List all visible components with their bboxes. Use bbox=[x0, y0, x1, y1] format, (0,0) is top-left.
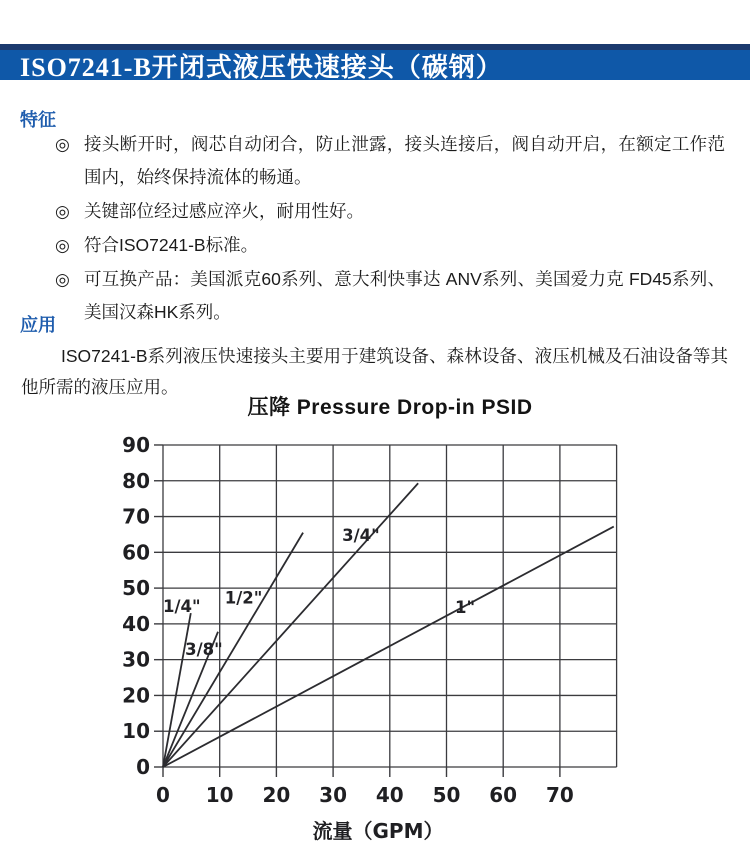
page-title-bar bbox=[0, 44, 750, 80]
y-tick-label: 40 bbox=[122, 611, 150, 636]
feature-item bbox=[55, 128, 725, 194]
feature-item bbox=[55, 229, 725, 262]
x-tick-label: 30 bbox=[319, 783, 348, 807]
x-tick-label: 40 bbox=[375, 783, 404, 807]
series-label: 1" bbox=[455, 598, 476, 618]
x-tick-label: 60 bbox=[489, 783, 518, 807]
bullet-ring-icon: ◎ bbox=[55, 270, 70, 289]
feature-item-text: 符合ISO7241-B标准。 bbox=[84, 235, 259, 255]
y-tick-label: 10 bbox=[122, 719, 150, 744]
x-tick-label: 70 bbox=[545, 783, 574, 807]
pressure-drop-chart bbox=[110, 430, 650, 854]
bullet-ring-icon: ◎ bbox=[55, 135, 70, 154]
x-axis-label: 流量（GPM） bbox=[312, 819, 444, 843]
application-heading: 应用 bbox=[20, 315, 56, 335]
application-text: ISO7241-B系列液压快速接头主要用于建筑设备、森林设备、液压机械及石油设备等其他所需的液压应用。 bbox=[21, 346, 728, 397]
y-tick-label: 20 bbox=[122, 683, 150, 708]
y-tick-label: 60 bbox=[122, 540, 150, 565]
bullet-ring-icon: ◎ bbox=[55, 236, 70, 255]
series-label: 3/8" bbox=[185, 640, 223, 660]
y-tick-label: 90 bbox=[122, 432, 150, 457]
features-heading: 特征 bbox=[20, 110, 56, 130]
x-tick-label: 0 bbox=[156, 783, 170, 807]
x-tick-label: 20 bbox=[262, 783, 291, 807]
feature-item bbox=[55, 263, 725, 329]
series-label: 1/4" bbox=[163, 597, 201, 617]
chart-title: 压降 Pressure Drop-in PSID bbox=[247, 396, 533, 419]
feature-item-text: 接头断开时，阀芯自动闭合，防止泄露，接头连接后，阀自动开启，在额定工作范围内，始终保持流体的畅通。 bbox=[84, 134, 725, 187]
feature-item-text: 关键部位经过感应淬火，耐用性好。 bbox=[84, 201, 364, 221]
x-tick-label: 10 bbox=[205, 783, 234, 807]
bullet-ring-icon: ◎ bbox=[55, 202, 70, 221]
y-tick-label: 50 bbox=[122, 576, 150, 601]
feature-item bbox=[55, 195, 725, 228]
page-title: ISO7241-B开闭式液压快速接头（碳钢） bbox=[20, 53, 503, 82]
features-list bbox=[55, 128, 727, 330]
y-tick-label: 0 bbox=[136, 755, 150, 779]
series-line bbox=[163, 483, 418, 767]
series-label: 3/4" bbox=[342, 525, 380, 545]
y-tick-label: 70 bbox=[122, 504, 150, 529]
x-tick-label: 50 bbox=[432, 783, 461, 807]
series-label: 1/2" bbox=[224, 588, 263, 608]
feature-item-text: 可互换产品：美国派克60系列、意大利快事达 ANV系列、美国爱力克 FD45系列、美国汉森HK系列。 bbox=[84, 269, 725, 322]
y-tick-label: 80 bbox=[122, 468, 150, 493]
y-tick-label: 30 bbox=[122, 647, 150, 672]
